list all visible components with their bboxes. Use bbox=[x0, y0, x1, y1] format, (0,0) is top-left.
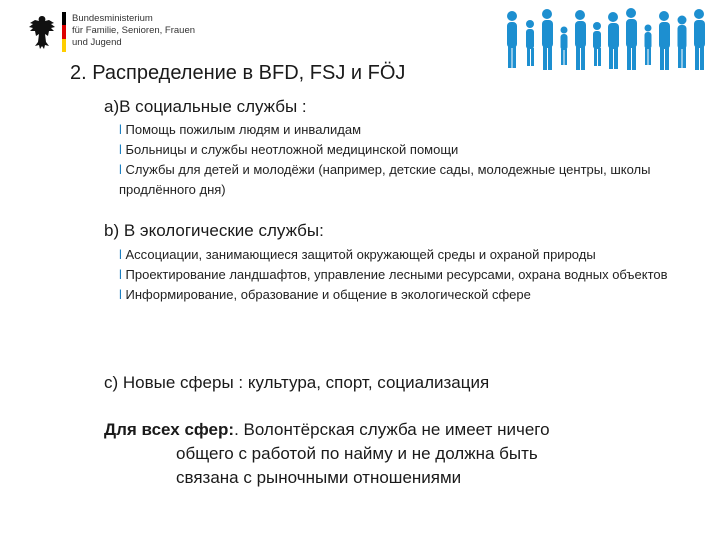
section-a-heading: a)В социальные службы : bbox=[104, 97, 307, 116]
ministry-line-3: und Jugend bbox=[72, 37, 122, 48]
list-item-text: Ассоциации, занимающиеся защитой окружающей среды и охраной природы bbox=[125, 247, 596, 262]
flag-black bbox=[62, 12, 66, 25]
bullet-mark: l bbox=[119, 162, 122, 177]
page-title: 2. Распределение в BFD, FSJ и FÖJ bbox=[70, 62, 406, 84]
summary-note bbox=[104, 418, 550, 490]
section-b-list bbox=[119, 245, 679, 305]
ministry-name bbox=[72, 13, 195, 49]
note-line-2: общего с работой по найму и не должна быть bbox=[176, 444, 538, 463]
bullet-mark: l bbox=[119, 247, 122, 262]
list-item-text: Службы для детей и молодёжи (например, детские сады, молодежные центры, школы продлённого дня) bbox=[119, 162, 651, 197]
list-item bbox=[119, 140, 679, 160]
flag-stripe bbox=[62, 12, 66, 52]
flag-gold bbox=[62, 39, 66, 52]
section-b-heading: b) В экологические службы: bbox=[104, 221, 324, 240]
section-a-list bbox=[119, 120, 679, 200]
people-silhouettes-image bbox=[500, 4, 712, 74]
list-item-text: Информирование, образование и общение в экологической сфере bbox=[125, 287, 531, 302]
flag-red bbox=[62, 25, 66, 38]
bullet-mark: l bbox=[119, 142, 122, 157]
list-item-text: Проектирование ландшафтов, управление лесными ресурсами, охрана водных объектов bbox=[125, 267, 668, 282]
section-c-heading: c) Новые сферы : культура, спорт, социализация bbox=[104, 373, 490, 392]
ministry-line-1: Bundesministerium bbox=[72, 13, 153, 24]
list-item bbox=[119, 120, 679, 140]
list-item-text: Больницы и службы неотложной медицинской помощи bbox=[125, 142, 459, 157]
note-line-1: . Волонтёрская служба не имеет ничего bbox=[234, 420, 550, 439]
note-label: Для всех сфер: bbox=[104, 420, 235, 439]
list-item bbox=[119, 285, 679, 305]
bullet-mark: l bbox=[119, 267, 122, 282]
list-item bbox=[119, 245, 679, 265]
list-item bbox=[119, 265, 679, 285]
note-line-3: связана с рыночными отношениями bbox=[176, 468, 462, 487]
list-item-text: Помощь пожилым людям и инвалидам bbox=[125, 122, 362, 137]
federal-eagle-icon bbox=[26, 12, 58, 52]
list-item bbox=[119, 160, 679, 200]
header bbox=[0, 0, 720, 70]
ministry-line-2: für Familie, Senioren, Frauen bbox=[72, 25, 196, 36]
bullet-mark: l bbox=[119, 122, 122, 137]
bullet-mark: l bbox=[119, 287, 122, 302]
